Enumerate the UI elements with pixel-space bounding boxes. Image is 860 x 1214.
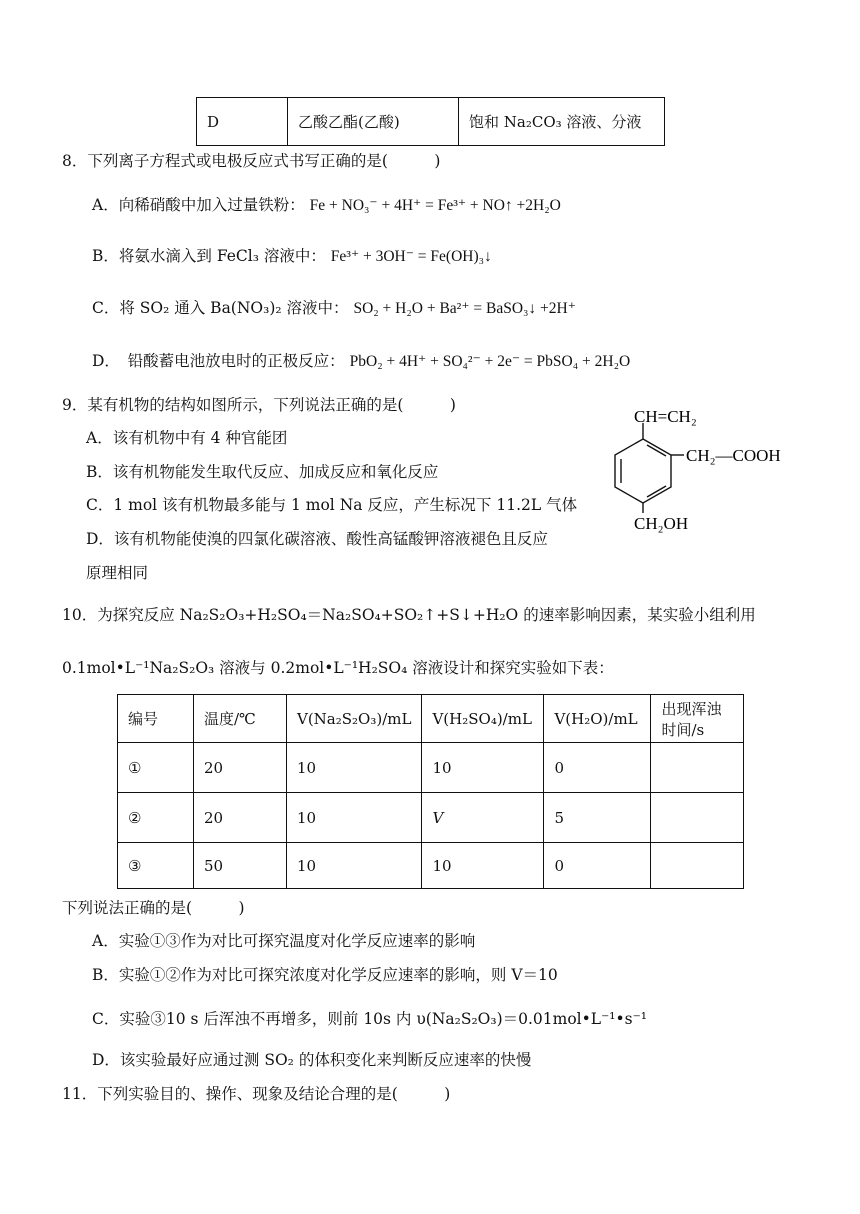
table-cell: 0 (544, 743, 651, 793)
table-header: 出现浑浊时间/s (651, 695, 744, 743)
q10-option-c: C．实验③10 s 后浑浊不再增多，则前 10s 内 υ(Na₂S₂O₃)＝0.01mol•L⁻¹•s⁻¹ (92, 1010, 647, 1028)
experiment-table (117, 694, 744, 889)
q9-option-b: B．该有机物能发生取代反应、加成反应和氧化反应 (86, 463, 439, 481)
q10-after-table: 下列说法正确的是( ) (62, 899, 245, 917)
table-cell: 10 (287, 843, 422, 889)
table-row (118, 743, 744, 793)
table-cell: 50 (194, 843, 287, 889)
top-table-cell: D (197, 98, 288, 146)
table-cell: 10 (422, 843, 544, 889)
top-table (196, 97, 665, 146)
table-cell: 10 (422, 743, 544, 793)
q9-option-d-line1: D．该有机物能使溴的四氯化碳溶液、酸性高锰酸钾溶液褪色且反应 (86, 530, 548, 548)
group-bottom: CH₂OH (634, 514, 689, 533)
top-table-cell: 饱和 Na₂CO₃ 溶液、分液 (459, 98, 665, 146)
q8-option-d (92, 352, 630, 372)
table-cell: 5 (544, 793, 651, 843)
group-right: CH₂—COOH (686, 446, 781, 465)
table-header: V(Na₂S₂O₃)/mL (287, 695, 422, 743)
q9-option-d-line2: 原理相同 (86, 564, 149, 582)
q9-option-a: A．该有机物中有 4 种官能团 (86, 429, 288, 447)
q10-option-d: D．该实验最好应通过测 SO₂ 的体积变化来判断反应速率的快慢 (92, 1051, 532, 1069)
q8-option-a-label: A．向稀硝酸中加入过量铁粉： (92, 196, 305, 214)
q8-option-b-equation: Fe³⁺ + 3OH⁻ = Fe(OH)₃↓ (330, 248, 492, 265)
table-cell (651, 793, 744, 843)
q8-option-d-equation: PbO₂ + 4H⁺ + SO₄²⁻ + 2e⁻ = PbSO₄ + 2H₂O (349, 353, 631, 370)
table-header: V(H₂SO₄)/mL (422, 695, 544, 743)
table-cell: 20 (194, 793, 287, 843)
q8-option-b (92, 247, 492, 267)
q11-stem: 11．下列实验目的、操作、现象及结论合理的是( ) (62, 1085, 451, 1103)
q8-option-a-equation: Fe + NO₃⁻ + 4H⁺ = Fe³⁺ + NO↑ +2H₂O (309, 197, 561, 214)
table-header: 温度/℃ (194, 695, 287, 743)
table-cell: V (422, 793, 544, 843)
q8-option-b-label: B．将氨水滴入到 FeCl₃ 溶液中： (92, 247, 326, 265)
q8-option-d-label: D． 铅酸蓄电池放电时的正极反应： (92, 352, 345, 370)
structure-diagram (604, 398, 804, 538)
table-header-row (118, 695, 744, 743)
benzene-ring (615, 439, 671, 503)
table-cell (651, 843, 744, 889)
q10-option-b: B．实验①②作为对比可探究浓度对化学反应速率的影响，则 V＝10 (92, 966, 558, 984)
table-cell: 0 (544, 843, 651, 889)
q9-stem: 9．某有机物的结构如图所示，下列说法正确的是( ) (62, 396, 456, 414)
table-header: 编号 (118, 695, 194, 743)
q8-option-c-equation: SO₂ + H₂O + Ba²⁺ = BaSO₃↓ +2H⁺ (353, 300, 576, 317)
top-table-cell: 乙酸乙酯(乙酸) (288, 98, 459, 146)
q10-option-a: A．实验①③作为对比可探究温度对化学反应速率的影响 (92, 932, 476, 950)
table-row (118, 793, 744, 843)
table-cell: ② (118, 793, 194, 843)
table-cell: 10 (287, 793, 422, 843)
table-header: V(H₂O)/mL (544, 695, 651, 743)
table-cell (651, 743, 744, 793)
q8-option-a (92, 196, 561, 216)
group-top: CH=CH₂ (634, 407, 697, 426)
q8-option-c (92, 299, 576, 319)
table-cell: 10 (287, 743, 422, 793)
q9-option-c: C．1 mol 该有机物最多能与 1 mol Na 反应，产生标况下 11.2L 气体 (86, 496, 578, 514)
q8-stem: 8．下列离子方程式或电极反应式书写正确的是( ) (62, 152, 441, 170)
q10-stem-line1: 10．为探究反应 Na₂S₂O₃+H₂SO₄＝Na₂SO₄+SO₂↑+S↓+H₂O 的速率影响因素，某实验小组利用 (62, 606, 756, 624)
table-cell: 20 (194, 743, 287, 793)
q8-option-c-label: C．将 SO₂ 通入 Ba(NO₃)₂ 溶液中： (92, 299, 349, 317)
table-cell: ③ (118, 843, 194, 889)
table-row (118, 843, 744, 889)
table-cell: ① (118, 743, 194, 793)
q10-stem-line2: 0.1mol•L⁻¹Na₂S₂O₃ 溶液与 0.2mol•L⁻¹H₂SO₄ 溶液设计和探究实验如下表： (62, 659, 614, 677)
